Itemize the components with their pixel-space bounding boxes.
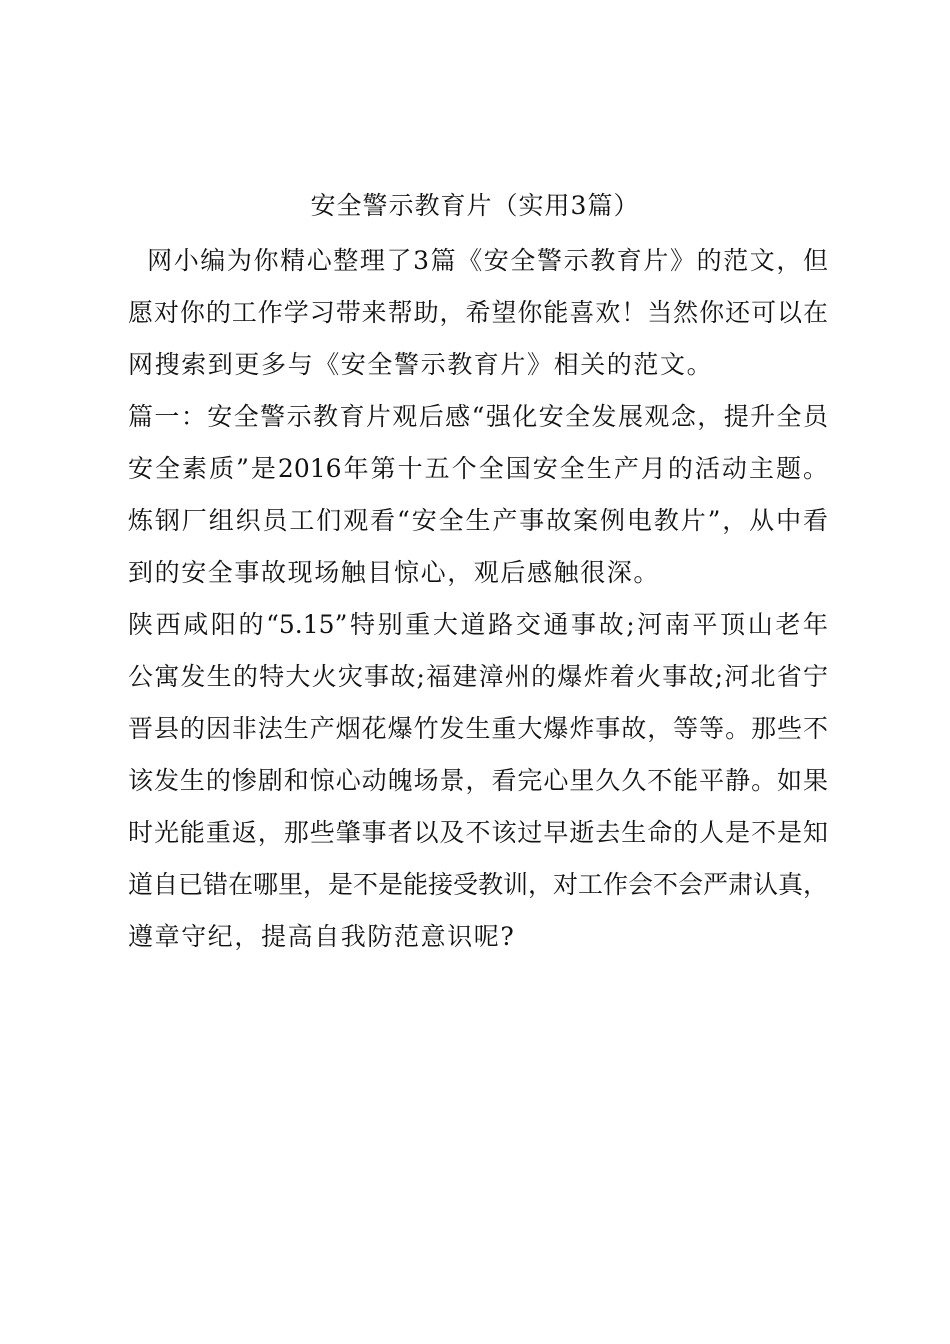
document-body [128,235,828,963]
text-line: 愿对你的工作学习带来帮助，希望你能喜欢！当然你还可以在 [128,298,828,327]
document-title: 安全警示教育片（实用3篇） [310,191,640,220]
text-line: 炼钢厂组织员工们观看“安全生产事故案例电教片”，从中看 [128,506,828,535]
text-line: 陕西咸阳的“5.15”特别重大道路交通事故;河南平顶山老年 [128,610,828,639]
text-line: 晋县的因非法生产烟花爆竹发生重大爆炸事故，等等。那些不 [128,714,828,743]
text-line: 网搜索到更多与《安全警示教育片》相关的范文。 [128,350,714,379]
text-line: 该发生的惨剧和惊心动魄场景，看完心里久久不能平静。如果 [128,766,828,795]
text-line: 道自已错在哪里，是不是能接受教训，对工作会不会严肃认真， [128,870,829,899]
text-line: 安全素质”是2016年第十五个全国安全生产月的活动主题。 [128,454,828,483]
text-line: 网小编为你精心整理了3篇《安全警示教育片》的范文，但 [128,246,828,275]
text-line: 公寓发生的特大火灾事故;福建漳州的爆炸着火事故;河北省宁 [128,662,828,691]
text-line: 到的安全事故现场触目惊心，观后感触很深。 [128,558,661,587]
text-line: 篇一：安全警示教育片观后感“强化安全发展观念，提升全员 [128,402,828,431]
text-line: 时光能重返，那些肇事者以及不该过早逝去生命的人是不是知 [128,818,828,847]
text-line: 遵章守纪，提高自我防范意识呢? [128,922,516,951]
